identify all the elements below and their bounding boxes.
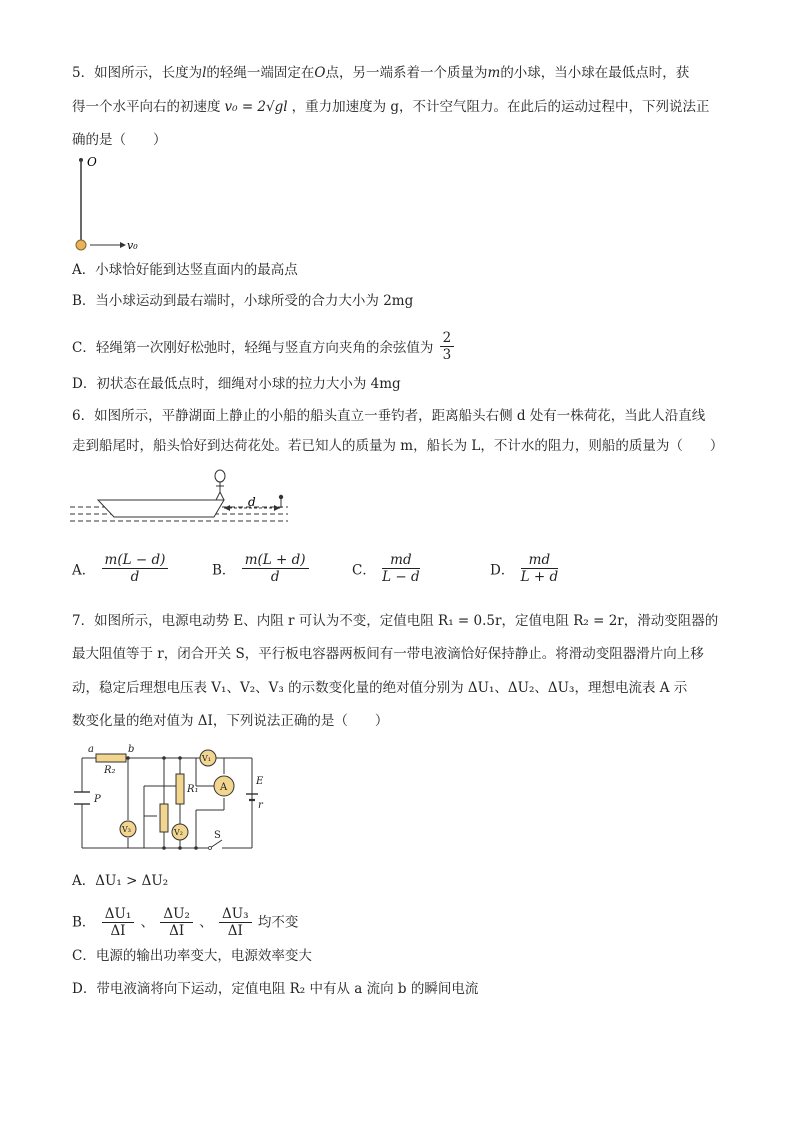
label-r: r [258, 800, 263, 811]
label-O: O [87, 155, 97, 169]
q6-option-a: A． $\frac{m(L - d)}{d}$ [72, 552, 170, 585]
q5-stem-line2: 得一个水平向右的初速度 v₀ = 2√gl ，重力加速度为 g，不计空气阻力。在此后的运动过程中，下列说法正 [72, 99, 710, 115]
q7-stem-line3: 动，稳定后理想电压表 V₁、V₂、V₃ 的示数变化量的绝对值分别为 ΔU₁、ΔU₂、ΔU₃，理想电流表 A 示 [72, 680, 688, 696]
q7-option-d: D．带电液滴将向下运动，定值电阻 R₂ 中有从 a 流向 b 的瞬间电流 [72, 981, 479, 997]
q7-stem-line4: 数变化量的绝对值为 ΔI，下列说法正确的是（ ） [72, 713, 389, 729]
q6-stem-line2: 走到船尾时，船头恰好到达荷花处。若已知人的质量为 m，船长为 L，不计水的阻力，则船的质量为（ ） [72, 438, 724, 454]
v0-expression: v₀ = 2√gl [224, 99, 288, 115]
q5-option-c: C．轻绳第一次刚好松弛时，轻绳与竖直方向夹角的余弦值为 $\frac{2}{3}$ [72, 332, 456, 365]
label-v0: v₀ [127, 239, 138, 252]
boat-hull [98, 500, 224, 517]
distance-arrow-right [274, 505, 280, 511]
q5-option-d: D．初状态在最低点时，细绳对小球的拉力大小为 4mg [72, 376, 401, 392]
label-R1: R₁ [187, 784, 199, 795]
q6-option-b: B． $\frac{m(L + d)}{d}$ [212, 552, 311, 585]
switch-blade [210, 840, 222, 848]
label-a: a [88, 744, 94, 755]
q6-boat-figure [70, 462, 290, 526]
lotus-flower [279, 495, 283, 499]
label-V3: V₃ [122, 825, 131, 834]
rheostat [160, 804, 168, 832]
q5-optc-fraction: $\frac{2}{3}$ [440, 330, 455, 363]
label-P: P [94, 794, 101, 805]
label-V1: V₁ [202, 754, 211, 763]
q5-option-a: A．小球恰好能到达竖直面内的最高点 [72, 262, 298, 278]
q7-stem-line2: 最大阻值等于 r，闭合开关 S，平行板电容器两板间有一带电液滴恰好保持静止。将滑动变阻器滑片向上移 [72, 646, 704, 662]
label-V2: V₂ [174, 828, 183, 837]
resistor-R1 [176, 774, 184, 804]
label-b: b [128, 744, 135, 755]
q5-stem-line3: 确的是（ ） [72, 132, 167, 148]
fisher-leg-r [220, 492, 224, 500]
q5-stem-line1: 5．如图所示，长度为l的轻绳一端固定在O点，另一端系着一个质量为m的小球，当小球在最低点时，获 [72, 65, 690, 81]
label-R2: R₂ [104, 765, 116, 776]
q7-option-a: A．ΔU₁ > ΔU₂ [72, 873, 169, 889]
fisher-leg-l [216, 492, 220, 500]
q7-option-c: C．电源的输出功率变大，电源效率变大 [72, 948, 312, 964]
ball [76, 240, 86, 250]
q6-option-d: D． $\frac{md}{L + d}$ [490, 552, 559, 585]
q7-stem-line1: 7．如图所示，电源电动势 E、内阻 r 可认为不变，定值电阻 R₁ = 0.5r，定值电阻 R₂ = 2r，滑动变阻器的 [72, 613, 719, 629]
q7-circuit-figure [72, 740, 272, 858]
velocity-arrowhead [120, 242, 126, 248]
resistor-R2 [96, 754, 126, 762]
q5-pendulum-figure [70, 152, 150, 254]
q6-stem-line1: 6．如图所示，平静湖面上静止的小船的船头直立一垂钓者，距离船头右侧 d 处有一株荷花，当此人沿直线 [72, 408, 706, 424]
q7-option-b: B． $\frac{\text{ΔU₁}}{\Delta I}$ 、 $\frac{\text{ΔU₂}}{\Delta I}$ 、 $\frac{\text{ΔU₃}}{\Delta I}$ 均不变 [72, 906, 299, 939]
distance-arrow-left [224, 505, 230, 511]
q5-option-b: B．当小球运动到最右端时，小球所受的合力大小为 2mg [72, 293, 414, 309]
switch-pivot [209, 847, 212, 850]
label-S: S [214, 830, 221, 841]
fisher-head [215, 470, 225, 482]
q6-option-c: C． $\frac{md}{L - d}$ [352, 552, 420, 585]
label-d: d [248, 495, 256, 509]
label-A: A [220, 782, 228, 793]
label-E: E [256, 776, 264, 787]
